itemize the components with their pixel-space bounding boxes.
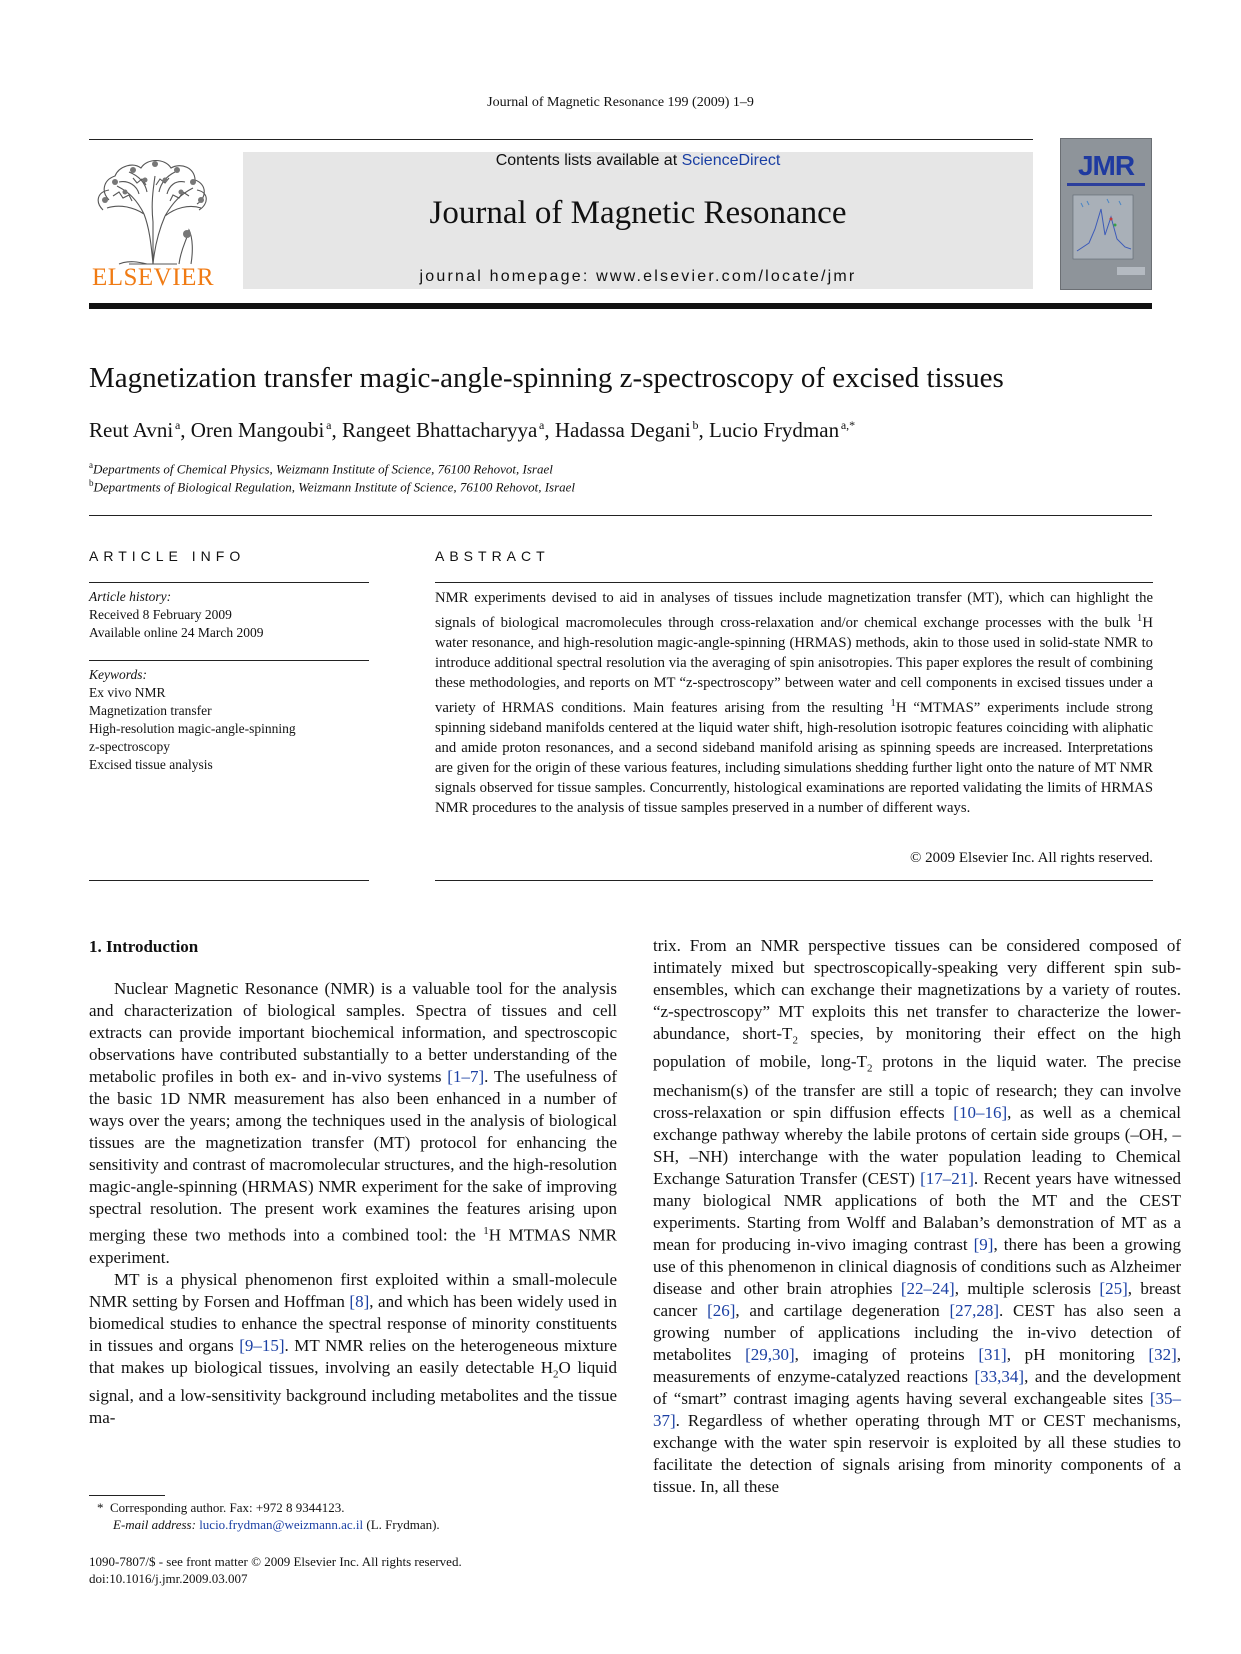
email-link[interactable]: lucio.frydman@weizmann.ac.il	[199, 1517, 364, 1532]
journal-homepage[interactable]: journal homepage: www.elsevier.com/locate/jmr	[419, 268, 857, 285]
citation-link[interactable]: [17–21]	[920, 1168, 974, 1188]
affiliation-mark: a	[89, 460, 93, 470]
history-label: Article history:	[89, 589, 172, 604]
contents-line	[243, 152, 1033, 170]
online-date: Available online 24 March 2009	[89, 625, 264, 640]
author-name[interactable]: Lucio Frydman	[709, 418, 840, 442]
author-name[interactable]: Oren Mangoubi	[190, 418, 325, 442]
running-head: Journal of Magnetic Resonance 199 (2009) 1–9	[487, 95, 754, 110]
affiliation-mark: b	[89, 478, 94, 488]
keywords-rule	[89, 660, 369, 661]
paragraph: trix. From an NMR perspective tissues can be considered composed of intimately mixed but spectroscopically-speaking very different spin sub-ensembles, which can exchange their magnetizations by a variety of routes. “z-spectroscopy” MT exploits this net transfer to characterize the lower-abundance, short-$T_2$ species, by monitoring their effect on the high population of mobile, long-$T_2$ protons in the liquid water. The precise mechanism(s) of the transfer are still a topic of research; they can involve cross-relaxation or spin diffusion effects [10–16], as well as a chemical exchange pathway whereby the labile protons of certain side groups (–OH, –SH, –NH) interchange with the water population leading to Chemical Exchange Saturation Transfer (CEST) [17–21]. Recent years have witnessed many biological NMR applications of both the MT and the CEST experiments. Starting from Wolff and Balaban’s demonstration of MT as a mean for producing in-vivo imaging contrast [9], there has been a growing use of this phenomenon in clinical diagnosis of conditions such as Alzheimer disease and other brain atrophies [22–24], multiple sclerosis [25], breast cancer [26], and cartilage degeneration [27,28]. CEST has also seen a growing number of applications including the in-vivo detection of metabolites [29,30], imaging of proteins [31], pH monitoring [32], measurements of enzyme-catalyzed reactions [33,34], and the development of “smart” contrast imaging agents having several exchangeable sites [35–37]. Regardless of whether operating through MT or CEST mechanisms, exchange with the water spin reservoir is exploited by all these studies to facilitate the detection of signals arising from minority components of a tissue. In, all these	[653, 936, 1182, 1496]
citation-link[interactable]: [32]	[1148, 1344, 1177, 1364]
corresponding-line: * Corresponding author. Fax: +972 8 9344123.	[97, 1500, 345, 1515]
keyword-item: Excised tissue analysis	[89, 757, 213, 772]
header-rule	[89, 139, 1033, 140]
citation-link[interactable]: [22–24]	[900, 1278, 955, 1298]
author-affil-mark: a	[539, 418, 545, 432]
abstract-rule	[435, 582, 1153, 583]
paragraph: MT is a physical phenomenon first exploited within a small-molecule NMR setting by Forsen and Hoffman [8], and which has been widely used in biomedical studies to enhance the spectral response of minority constituents in tissues and organs [9–15]. MT NMR relies on the heterogeneous mixture that makes up biological tissues, involving an easily detectable $H_2O$ liquid signal, and a low-sensitivity background including metabolites and the tissue ma-	[89, 1269, 618, 1428]
article-title: Magnetization transfer magic-angle-spinning z-spectroscopy of excised tissues	[89, 362, 1004, 394]
author-affil-mark: b	[692, 418, 699, 432]
copyright-notice: © 2009 Elsevier Inc. All rights reserved.	[909, 850, 1153, 866]
paragraph: Nuclear Magnetic Resonance (NMR) is a valuable tool for the analysis and characterization of biological samples. Spectra of tissues and cell extracts can provide important biochemical information, and spectroscopic observations have contributed substantially to a better understanding of the metabolic profiles in both ex- and in-vivo systems [1–7]. The usefulness of the basic 1D NMR measurement has also been enhanced in a number of ways over the years; among the techniques used in the analysis of biological tissues are the magnetization transfer (MT) protocol for enhancing the sensitivity and contrast of macromolecular structures, and the high-resolution magic-angle-spinning (HRMAS) NMR experiment for the sake of improving spectral resolution. The present work examines the features arising upon merging these two methods into a combined tool: the $^1$H MTMAS NMR experiment.	[89, 979, 617, 1267]
citation-link[interactable]: [8]	[349, 1291, 370, 1311]
citation-link[interactable]: [35–37]	[653, 1388, 1181, 1430]
keyword-item: z-spectroscopy	[89, 739, 170, 754]
citation-link[interactable]: [1–7]	[447, 1067, 485, 1086]
section-heading: 1. Introduction	[89, 937, 199, 956]
author-affil-mark: a	[174, 418, 181, 432]
doi-line[interactable]: doi:10.1016/j.jmr.2009.03.007	[89, 1571, 248, 1586]
issn-line: 1090-7807/$ - see front matter © 2009 Elsevier Inc. All rights reserved.	[89, 1554, 462, 1569]
journal-name: Journal of Magnetic Resonance	[429, 195, 847, 231]
citation-link[interactable]: [27,28]	[949, 1300, 1000, 1320]
email-line: E-mail address: lucio.frydman@weizmann.ac.il (L. Frydman).	[113, 1517, 440, 1532]
abstract-heading: ABSTRACT	[435, 548, 550, 564]
corresponding-footnote	[89, 1499, 617, 1533]
citation-link[interactable]: [9–15]	[239, 1335, 285, 1355]
citation-link[interactable]: [31]	[978, 1344, 1007, 1364]
article-info-rule	[89, 582, 369, 583]
elsevier-wordmark: ELSEVIER	[91, 264, 215, 291]
author-name[interactable]: Hadassa Degani	[554, 418, 691, 442]
citation-link[interactable]: [25]	[1099, 1278, 1128, 1298]
citation-link[interactable]: [9]	[973, 1234, 994, 1254]
page-footer	[89, 1553, 462, 1587]
author-name[interactable]: Rangeet Bhattacharyya	[341, 418, 538, 442]
citation-link[interactable]: [10–16]	[953, 1102, 1008, 1122]
header-thick-rule	[89, 303, 1152, 309]
author-affil-mark: a	[326, 418, 332, 432]
contents-prefix: Contents lists available at	[495, 152, 682, 169]
footnote-rule	[89, 1495, 165, 1496]
author-list: Reut Avni $^a$, Oren Mangoubi $^a$, Rangeet Bhattacharyya $^a$, Hadassa Degani $^b$, Lucio Frydman $^{a,*}$	[89, 418, 856, 442]
affiliation-text: Departments of Chemical Physics, Weizmann Institute of Science, 76100 Rehovot, Israel	[93, 461, 553, 477]
affiliation-text: Departments of Biological Regulation, Weizmann Institute of Science, 76100 Rehovot, Israel	[93, 479, 576, 495]
author-name[interactable]: Reut Avni	[89, 418, 174, 442]
keywords-block	[89, 666, 379, 774]
received-date: Received 8 February 2009	[89, 607, 232, 622]
article-info-heading: ARTICLE INFO	[89, 548, 246, 564]
article-info-bottom-rule	[89, 880, 369, 881]
keyword-item: Ex vivo NMR	[89, 685, 166, 700]
front-matter-rule	[89, 515, 1152, 516]
affiliation-b	[89, 478, 575, 495]
keyword-item: Magnetization transfer	[89, 703, 212, 718]
abstract-bottom-rule	[435, 880, 1153, 881]
abstract-text: NMR experiments devised to aid in analyses of tissues include magnetization transfer (MT), which can highlight the signals of biological macromolecules through cross-relaxation and/or chemical exchange processes with the bulk $^1$H water resonance, and high-resolution magic-angle-spinning (HRMAS) methods, akin to those used in solid-state NMR to introduce additional spectral resolution via the averaging of spin anisotropies. This paper explores the result of combining these methodologies, and reports on MT “z-spectroscopy” between water and cell components in excised tissues under a variety of HRMAS conditions. Main features arising from the resulting $^1$H “MTMAS” experiments include strong spinning sideband manifolds centered at the liquid water shift, high-resolution isotropic features coinciding with aliphatic and amide proton resonances, and a second sideband manifold arising as spinning speeds are increased. Interpretations are given for the origin of these various features, including simulations shedding further light onto the nature of MT NMR signals observed for tissue samples. Concurrently, histological examinations are reported validating the limits of HRMAS NMR procedures to the analysis of tissue samples preserved in a number of different ways.	[435, 590, 1153, 816]
cover-title: JMR	[1077, 150, 1135, 181]
footnote-star: *	[97, 1500, 104, 1515]
citation-link[interactable]: [29,30]	[745, 1344, 795, 1364]
article-history	[89, 588, 379, 642]
author-affil-mark: a,*	[840, 418, 856, 432]
keyword-item: High-resolution magic-angle-spinning	[89, 721, 296, 736]
citation-link[interactable]: [33,34]	[974, 1366, 1025, 1386]
left-column	[89, 978, 617, 1429]
keywords-label: Keywords:	[89, 667, 147, 682]
affiliation-a	[89, 460, 553, 477]
sciencedirect-link[interactable]: ScienceDirect	[681, 152, 781, 169]
right-column	[653, 935, 1181, 1498]
citation-link[interactable]: [26]	[707, 1300, 736, 1320]
